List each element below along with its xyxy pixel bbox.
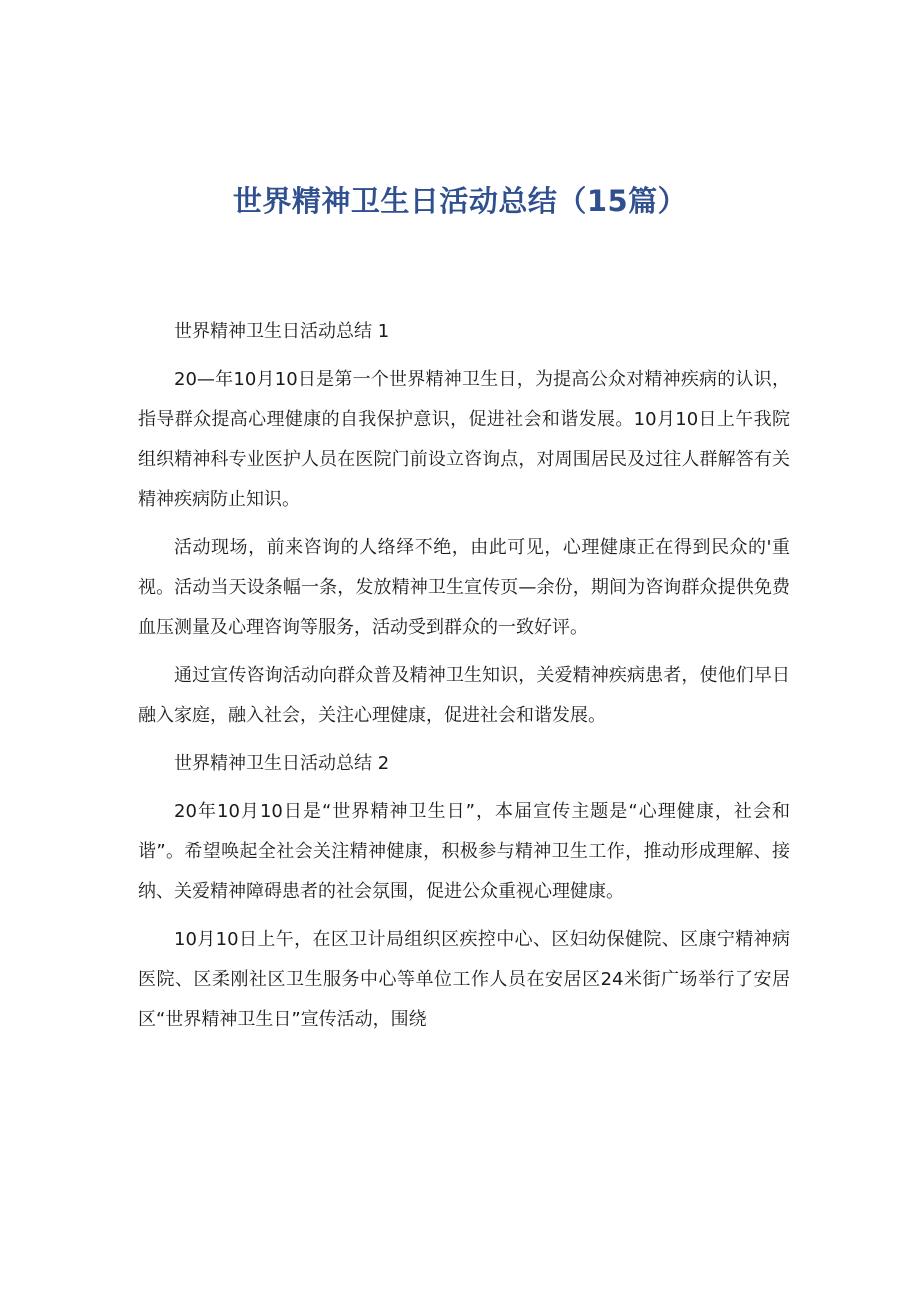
document-title: 世界精神卫生日活动总结（15篇） (232, 184, 688, 219)
section-heading: 世界精神卫生日活动总结 1 (174, 321, 390, 342)
paragraph: 20—年10月10日是第一个世界精神卫生日，为提高公众对精神疾病的认识，指导群众提高心理健康的自我保护意识，促进社会和谐发展。10月10日上午我院组织精神科专业医护人员在医院门前设立咨询点，对周围居民及过往人群解答有关精神疾病防止知识。 (138, 369, 790, 510)
section-heading: 世界精神卫生日活动总结 2 (174, 753, 390, 774)
paragraph: 20年10月10日是“世界精神卫生日”，本届宣传主题是“心理健康，社会和谐”。希望唤起全社会关注精神健康，积极参与精神卫生工作，推动形成理解、接纳、关爱精神障碍患者的社会氛围，促进公众重视心理健康。 (138, 801, 790, 902)
paragraph: 活动现场，前来咨询的人络绎不绝，由此可见，心理健康正在得到民众的'重视。活动当天设条幅一条，发放精神卫生宣传页—余份，期间为咨询群众提供免费血压测量及心理咨询等服务，活动受到群众的一致好评。 (138, 537, 790, 638)
document-body (138, 312, 790, 1048)
paragraph: 10月10日上午，在区卫计局组织区疾控中心、区妇幼保健院、区康宁精神病医院、区柔刚社区卫生服务中心等单位工作人员在安居区24米街广场举行了安居区“世界精神卫生日”宣传活动，围绕 (138, 929, 790, 1030)
paragraph: 通过宣传咨询活动向群众普及精神卫生知识，关爱精神疾病患者，使他们早日融入家庭，融入社会，关注心理健康，促进社会和谐发展。 (138, 665, 790, 726)
